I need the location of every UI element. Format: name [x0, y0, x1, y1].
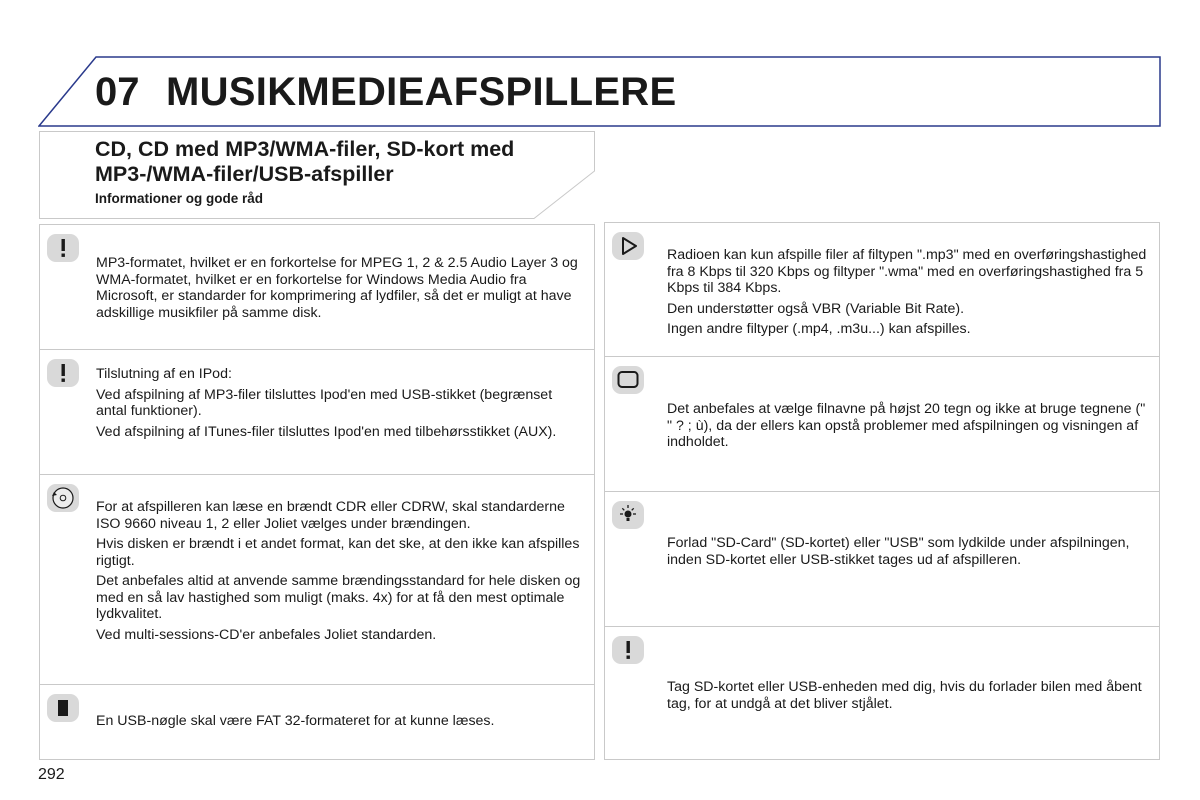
paragraph: Ved multi-sessions-CD'er anbefales Joliet standarden. [96, 626, 437, 643]
paragraph: For at afspilleren kan læse en brændt CDR eller CDRW, skal standarderne ISO 9660 niveau 1, 2 eller Joliet vælges under brændingen. [96, 499, 565, 532]
info-block-cd-burning [40, 475, 594, 685]
play-icon [611, 231, 645, 261]
info-block-usb-key [40, 685, 594, 761]
info-block-text [96, 255, 584, 325]
usb-key-icon [46, 693, 80, 723]
chapter-title: MUSIKMEDIEAFSPILLERE [166, 70, 677, 114]
left-column [39, 224, 595, 760]
paragraph: Tag SD-kortet eller USB-enheden med dig, hvis du forlader bilen med åbent tag, for at undgå at det bliver stjålet. [667, 679, 1142, 712]
info-block-ipod [40, 350, 594, 475]
tip-lamp-icon [611, 500, 645, 530]
info-block-text [96, 366, 584, 444]
disc-icon [46, 483, 80, 513]
warning-icon [611, 635, 645, 665]
paragraph: Tilslutning af en IPod: [96, 366, 232, 382]
paragraph: MP3-formatet, hvilket er en forkortelse for MPEG 1, 2 & 2.5 Audio Layer 3 og WMA-formatet, hvilket er en forkortelse for Windows Media Audio fra Microsoft, er standarder for komprimering af lydfiler, så det er muligt at have adskillige musikfiler på samme disk. [96, 255, 578, 321]
info-block-remove-source [605, 492, 1159, 627]
paragraph: En USB-nøgle skal være FAT 32-formateret for at kunne læses. [96, 713, 495, 729]
chapter-number: 07 [95, 70, 140, 114]
page-number: 292 [38, 766, 65, 783]
info-block-theft-warning [605, 627, 1159, 761]
paragraph: Ved afspilning af ITunes-filer tilsluttes Ipod'en med tilbehørsstikket (AUX). [96, 423, 557, 440]
paragraph: Ingen andre filtyper (.mp4, .m3u...) kan afspilles. [667, 321, 971, 337]
info-block-mp3-format [40, 225, 594, 350]
paragraph: Forlad "SD-Card" (SD-kortet) eller "USB" som lydkilde under afspilningen, inden SD-kortet eller USB-stikket tages ud af afspilleren. [667, 535, 1130, 568]
paragraph: Det anbefales altid at anvende samme brændingsstandard for hele disken og med en så lav hastighed som muligt (maks. 4x) for at få den mest optimale lydkvalitet. [96, 573, 581, 622]
info-block-text [667, 535, 1149, 572]
warning-icon [46, 358, 80, 388]
info-block-file-types [605, 223, 1159, 357]
paragraph: Den understøtter også VBR (Variable Bit Rate). [667, 300, 965, 317]
paragraph: Det anbefales at vælge filnavne på højst 20 tegn og ikke at bruge tegnene (" " ? ; ù), da der ellers kan opstå problemer med afspilningen og visningen af indholdet. [667, 401, 1146, 450]
info-block-text [667, 401, 1149, 455]
right-column [604, 222, 1160, 760]
warning-icon [46, 233, 80, 263]
section-title: CD, CD med MP3/WMA-filer, SD-kort med MP3-/WMA-filer/USB-afspiller [95, 137, 515, 186]
section-subtitle: Informationer og gode råd [95, 191, 264, 206]
screen-icon [611, 365, 645, 395]
info-block-text [96, 499, 584, 647]
info-block-text [96, 713, 584, 734]
info-block-file-names [605, 357, 1159, 492]
paragraph: Ved afspilning af MP3-filer tilsluttes Ipod'en med USB-stikket (begrænset antal funktioner). [96, 386, 553, 419]
paragraph: Radioen kan kun afspille filer af filtypen ".mp3" med en overføringshastighed fra 8 Kbps til 320 Kbps og filtyper ".wma" med en overføringshastighed fra 5 Kbps til 384 Kbps. [667, 247, 1147, 296]
info-block-text [667, 679, 1149, 716]
paragraph: Hvis disken er brændt i et andet format, kan det ske, at den ikke kan afspilles rigtigt. [96, 536, 580, 569]
info-block-text [667, 247, 1149, 342]
